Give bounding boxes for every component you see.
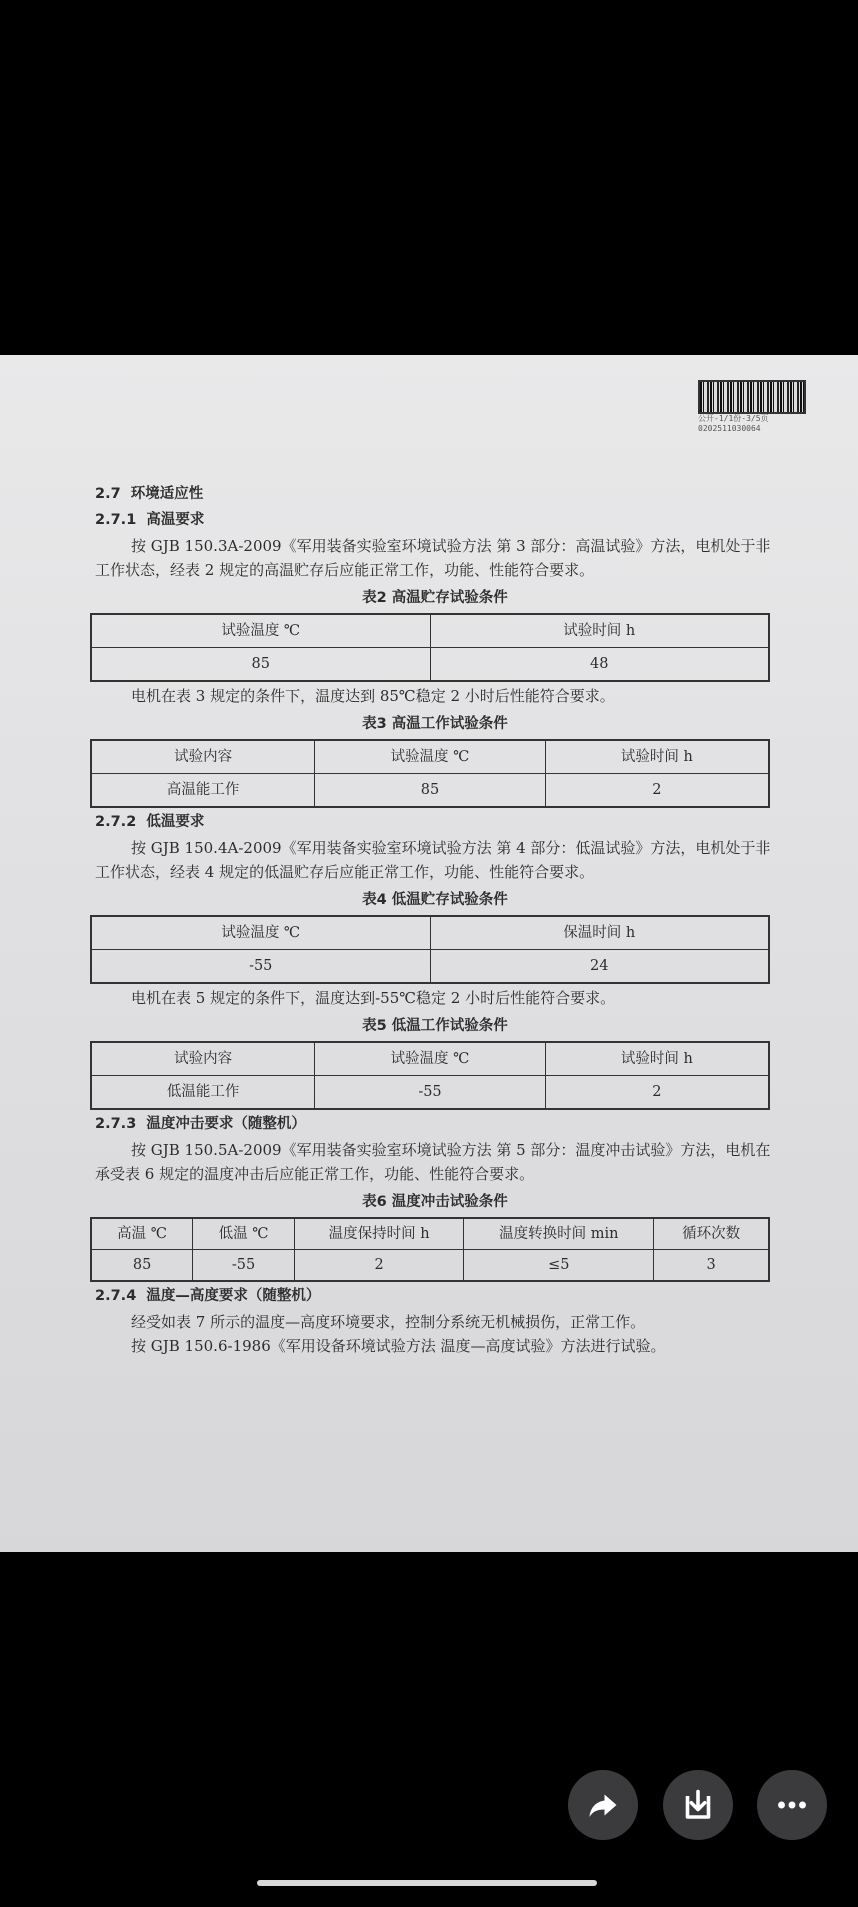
table-cell: ≤5 (464, 1250, 654, 1282)
table-cell: 试验内容 (91, 740, 315, 774)
table-cell: 试验时间 h (430, 614, 769, 648)
table-cell: 试验温度 ℃ (91, 916, 430, 950)
table-cell: -55 (315, 1076, 546, 1110)
paragraph: 按 GJB 150.5A-2009《军用装备实验室环境试验方法 第 5 部分：温度冲击试验》方法，电机在承受表 6 规定的温度冲击后应能正常工作，功能、性能符合要求。 (95, 1141, 771, 1183)
paragraph: 电机在表 5 规定的条件下，温度达到-55℃稳定 2 小时后性能符合要求。 (131, 989, 616, 1007)
table-cell: 保温时间 h (430, 916, 769, 950)
table-cell: 试验温度 ℃ (315, 1042, 546, 1076)
table-cell: 2 (545, 1076, 769, 1110)
section-heading: 2.7.2 低温要求 (95, 814, 205, 830)
barcode (698, 380, 806, 414)
table-cell: 试验时间 h (545, 1042, 769, 1076)
table-cell: 低温能工作 (91, 1076, 315, 1110)
paragraph: 按 GJB 150.3A-2009《军用装备实验室环境试验方法 第 3 部分：高温试验》方法，电机处于非工作状态，经表 2 规定的高温贮存后应能正常工作，功能、性能符合要求。 (95, 537, 771, 579)
home-indicator[interactable] (257, 1880, 597, 1886)
table-4 (90, 915, 770, 984)
table-cell: 低温 ℃ (193, 1218, 295, 1250)
table-cell: 24 (430, 950, 769, 984)
paragraph: 经受如表 7 所示的温度—高度环境要求，控制分系统无机械损伤，正常工作。 (131, 1313, 646, 1331)
table-cell: 试验温度 ℃ (91, 614, 430, 648)
section-heading: 2.7.3 温度冲击要求（随整机） (95, 1116, 306, 1132)
table-caption: 表3 高温工作试验条件 (362, 716, 508, 732)
table-2 (90, 613, 770, 682)
table-cell: 85 (315, 774, 546, 808)
section-heading: 2.7 环境适应性 (95, 486, 204, 502)
table-cell: 2 (545, 774, 769, 808)
table-6 (90, 1217, 770, 1282)
table-cell: 85 (91, 1250, 193, 1282)
table-cell: 3 (654, 1250, 769, 1282)
document-content (95, 480, 775, 1358)
more-icon (774, 1787, 810, 1823)
table-cell: 高温 ℃ (91, 1218, 193, 1250)
download-icon (680, 1787, 716, 1823)
table-cell: 2 (294, 1250, 464, 1282)
table-cell: 85 (91, 648, 430, 682)
table-3 (90, 739, 770, 808)
table-cell: 48 (430, 648, 769, 682)
table-caption: 表2 高温贮存试验条件 (362, 590, 508, 606)
share-icon (585, 1787, 621, 1823)
table-caption: 表5 低温工作试验条件 (362, 1018, 508, 1034)
section-heading: 2.7.4 温度—高度要求（随整机） (95, 1288, 321, 1304)
table-cell: 试验内容 (91, 1042, 315, 1076)
document-photo (0, 355, 858, 1552)
stamp-line-2: 0202511030064 (698, 424, 761, 433)
stamp-line-1: 公开-1/1份-3/5页 (698, 414, 769, 423)
barcode-stamp (698, 380, 808, 434)
table-cell: 温度转换时间 min (464, 1218, 654, 1250)
table-cell: -55 (91, 950, 430, 984)
table-caption: 表6 温度冲击试验条件 (362, 1194, 508, 1210)
table-caption: 表4 低温贮存试验条件 (362, 892, 508, 908)
paragraph: 按 GJB 150.6-1986《军用设备环境试验方法 温度—高度试验》方法进行试验。 (131, 1337, 666, 1355)
table-5 (90, 1041, 770, 1110)
table-cell: 温度保持时间 h (294, 1218, 464, 1250)
section-heading: 2.7.1 高温要求 (95, 512, 205, 528)
paragraph: 电机在表 3 规定的条件下，温度达到 85℃稳定 2 小时后性能符合要求。 (131, 687, 615, 705)
action-bar (0, 1552, 858, 1907)
table-cell: 循环次数 (654, 1218, 769, 1250)
table-cell: 高温能工作 (91, 774, 315, 808)
more-button[interactable] (757, 1770, 827, 1840)
share-button[interactable] (568, 1770, 638, 1840)
table-cell: 试验时间 h (545, 740, 769, 774)
download-button[interactable] (663, 1770, 733, 1840)
table-cell: 试验温度 ℃ (315, 740, 546, 774)
table-cell: -55 (193, 1250, 295, 1282)
paragraph: 按 GJB 150.4A-2009《军用装备实验室环境试验方法 第 4 部分：低温试验》方法，电机处于非工作状态，经表 4 规定的低温贮存后应能正常工作，功能、性能符合要求。 (95, 839, 771, 881)
